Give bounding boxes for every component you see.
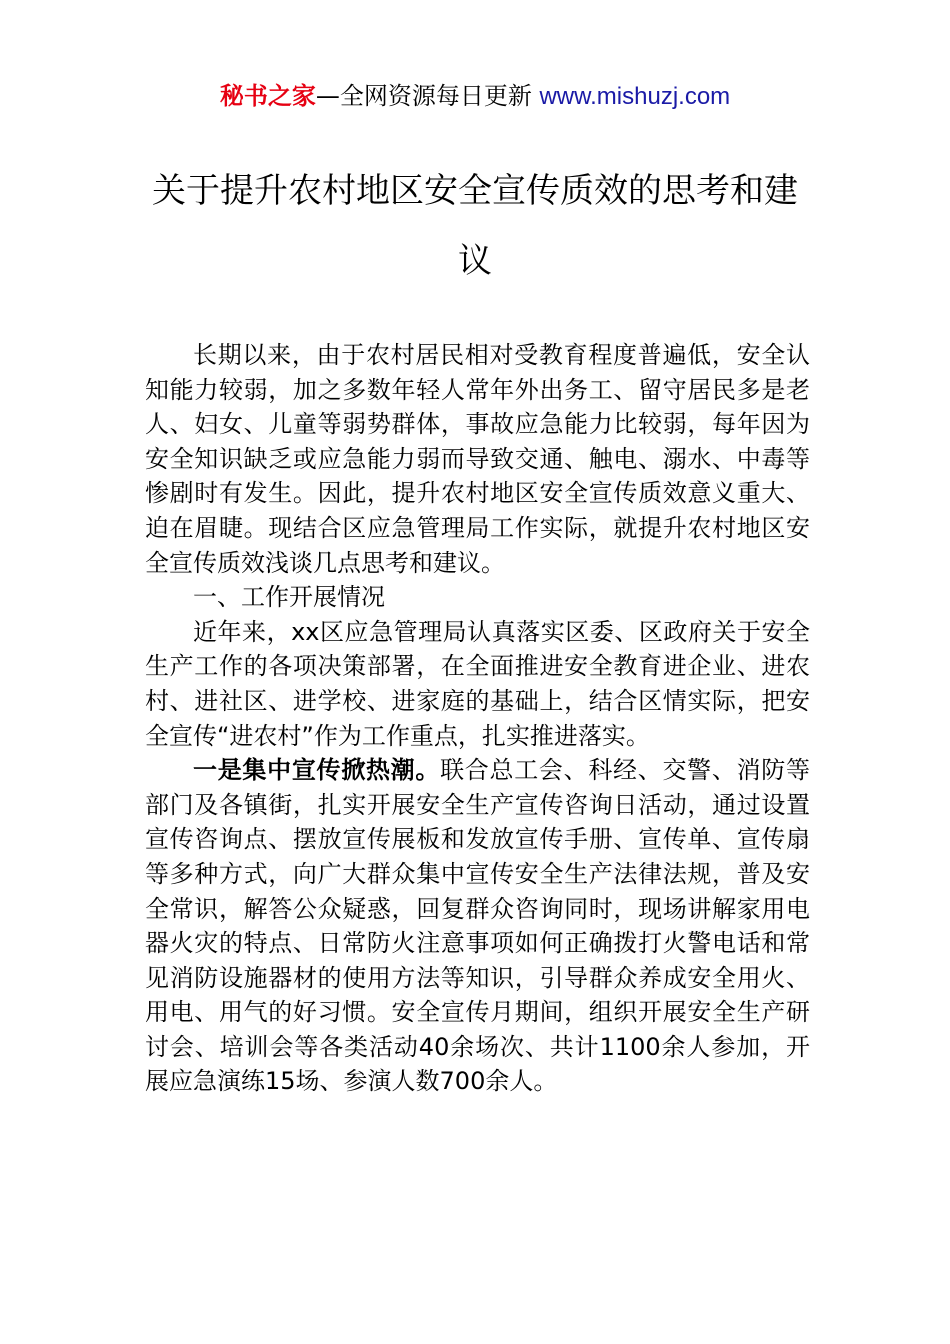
site-header xyxy=(0,78,950,115)
paragraph-lead: 一是集中宣传掀热潮。 xyxy=(193,756,441,785)
section-heading xyxy=(145,580,810,615)
paragraph-text: 长期以来，由于农村居民相对受教育程度普遍低，安全认知能力较弱，加之多数年轻人常年外出务工、留守居民多是老人、妇女、儿童等弱势群体，事故应急能力比较弱，每年因为安全知识缺乏或应急能力弱而导致交通、触电、溺水、中毒等惨剧时有发生。因此，提升农村地区安全宣传质效意义重大、迫在眉睫。现结合区应急管理局工作实际，就提升农村地区安全宣传质效浅谈几点思考和建议。 xyxy=(145,341,810,577)
paragraph-point-one xyxy=(145,753,810,1099)
paragraph-text: 近年来，xx区应急管理局认真落实区委、区政府关于安全生产工作的各项决策部署，在全面推进安全教育进企业、进农村、进社区、进学校、进家庭的基础上，结合区情实际，把安全宣传“进农村”作为工作重点，扎实推进落实。 xyxy=(145,617,810,750)
document-body xyxy=(145,338,810,1099)
brand-name: 秘书之家 xyxy=(219,82,316,110)
document-title: 关于提升农村地区安全宣传质效的思考和建议 xyxy=(152,171,798,281)
paragraph-intro xyxy=(145,338,810,580)
paragraph-overview xyxy=(145,615,810,753)
site-url[interactable]: www.mishuzj.com xyxy=(539,83,731,110)
paragraph-text: 联合总工会、科经、交警、消防等部门及各镇街，扎实开展安全生产宣传咨询日活动，通过设置宣传咨询点、摆放宣传展板和发放宣传手册、宣传单、宣传扇等多种方式，向广大群众集中宣传安全生产法律法规，普及安全常识，解答公众疑惑，回复群众咨询同时，现场讲解家用电器火灾的特点、日常防火注意事项如何正确拨打火警电话和常见消防设施器材的使用方法等知识，引导群众养成安全用火、用电、用气的好习惯。安全宣传月期间，组织开展安全生产研讨会、培训会等各类活动40余场次、共计1100余人参加，开展应急演练15场、参演人数700余人。 xyxy=(145,756,811,1096)
section-heading-text: 一、工作开展情况 xyxy=(193,583,385,612)
site-slogan: —全网资源每日更新 xyxy=(315,82,540,110)
